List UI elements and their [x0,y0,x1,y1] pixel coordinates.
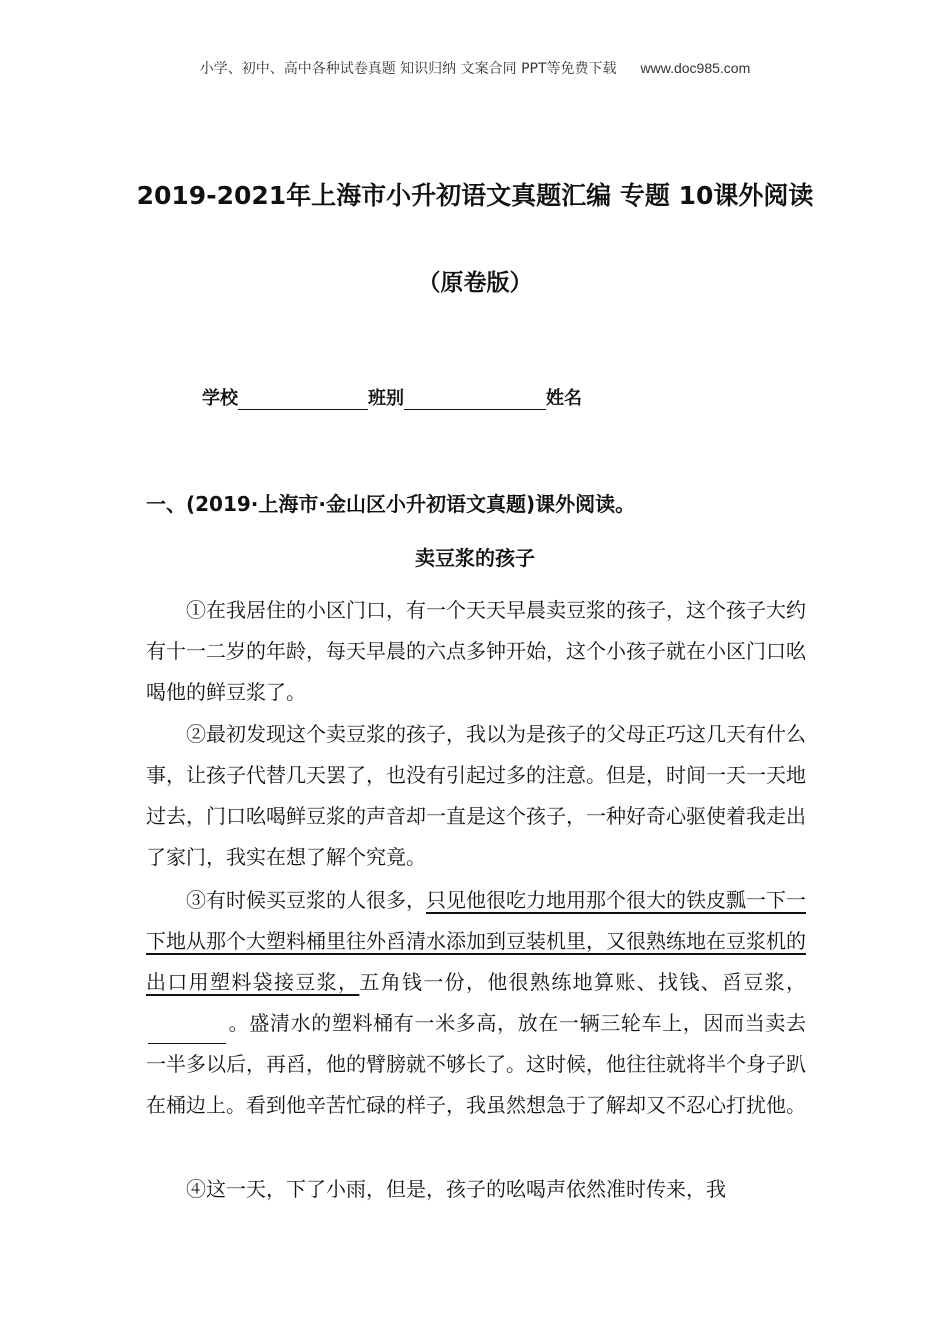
paragraph-4: ④这一天，下了小雨，但是，孩子的吆喝声依然准时传来，我 [186,1177,726,1201]
school-blank[interactable] [238,391,368,410]
paragraph-3-end: 。盛清水的塑料桶有一米多高，放在一辆三轮车上，因而当卖去一半多以后，再舀，他的臂膀就不够长了。这时候，他往往就将半个身子趴在桶边上。看到他辛苦忙碌的样子，我虽然想急于了解却又不忍心打扰他。 [146,1011,806,1117]
paragraph-3 [146,880,806,1126]
name-label: 姓名 [546,388,582,409]
page-header [0,58,950,78]
story-title: 卖豆浆的孩子 [415,546,535,570]
header-site-link[interactable]: www.doc985.com [640,60,751,76]
paragraph-1: ①在我居住的小区门口，有一个天天早晨卖豆浆的孩子，这个孩子大约有十一二岁的年龄，每天早晨的六点多钟开始，这个小孩子就在小区门口吆喝他的鲜豆浆了。 [146,598,806,704]
document-subtitle: （原卷版） [417,270,533,296]
school-label: 学校 [202,388,238,409]
student-info-line [202,384,582,410]
document-title: 2019-2021年上海市小升初语文真题汇编 专题 10课外阅读 [136,181,814,210]
class-label: 班别 [368,388,404,409]
header-text: 小学、初中、高中各种试卷真题 知识归纳 文案合同 PPT等免费下载 [199,61,617,77]
answer-blank[interactable] [148,1023,226,1044]
paragraph-3-middle: 五角钱一份，他很熟练地算账、找钱、舀豆浆， [359,970,807,994]
paragraph-2: ②最初发现这个卖豆浆的孩子，我以为是孩子的父母正巧这几天有什么事，让孩子代替几天罢了，也没有引起过多的注意。但是，时间一天一天地过去，门口吆喝鲜豆浆的声音却一直是这个孩子，一种好奇心驱使着我走出了家门，我实在想了解个究竟。 [146,722,806,869]
paragraph-3-start: ③有时候买豆浆的人很多， [186,888,426,912]
section-heading: 一、(2019·上海市·金山区小升初语文真题)课外阅读。 [146,492,636,516]
class-blank[interactable] [404,391,546,410]
underlined-sentence: 只见他很吃力地用那个很大的铁皮瓢一下一下地从那个大塑料桶里往外舀清水添加到豆装机里，又很熟练地在豆浆机的出口用塑料袋接豆浆， [146,888,806,994]
